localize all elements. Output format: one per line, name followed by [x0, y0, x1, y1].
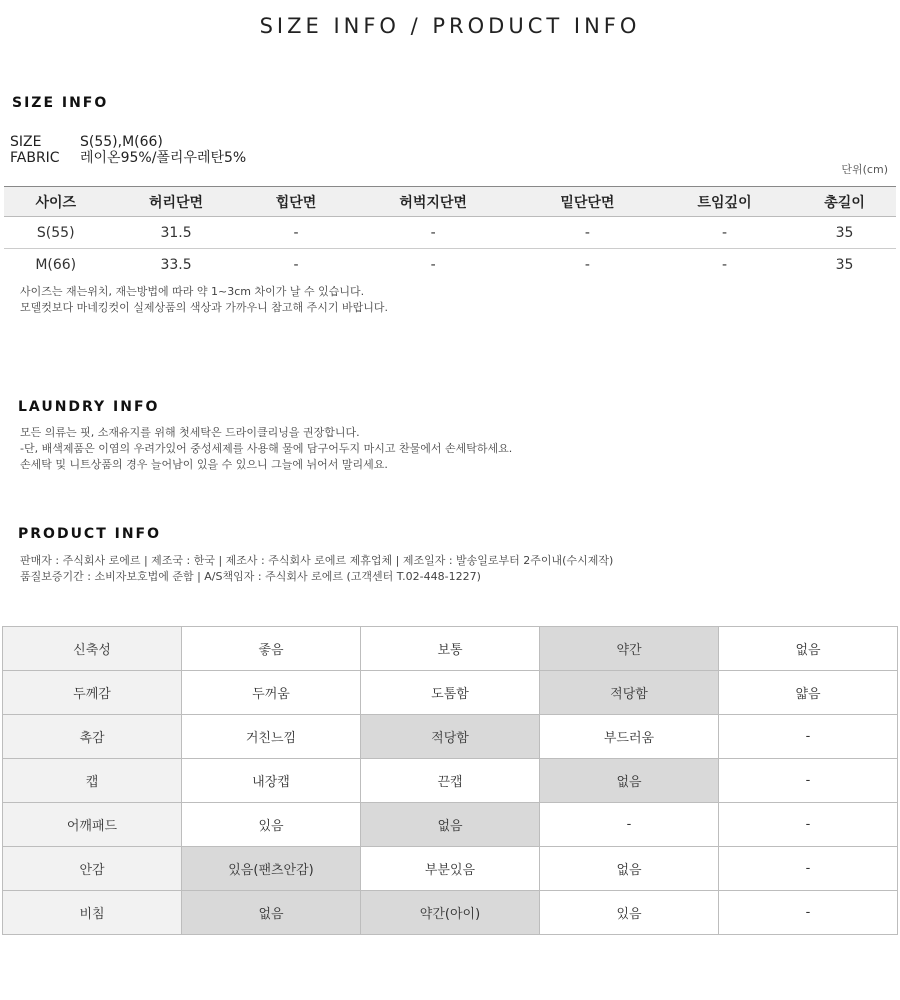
- property-label: 촉감: [3, 715, 182, 759]
- page-title: SIZE INFO / PRODUCT INFO: [259, 14, 641, 38]
- note-line: 모델컷보다 마네킹컷이 실제상품의 색상과 가까우니 참고해 주시기 바랍니다.: [20, 301, 389, 314]
- property-option: -: [719, 715, 898, 759]
- table-row: [4, 217, 896, 249]
- property-label: 안감: [3, 847, 182, 891]
- property-option: 없음: [540, 847, 719, 891]
- property-row: [3, 847, 898, 891]
- property-option: 두꺼움: [182, 671, 361, 715]
- header-cell: 트임깊이: [656, 187, 793, 217]
- property-row: [3, 891, 898, 935]
- table-cell: 31.5: [107, 217, 244, 249]
- property-option: 있음(팬츠안감): [182, 847, 361, 891]
- note-line: 사이즈는 재는위치, 재는방법에 따라 약 1~3cm 차이가 날 수 있습니다.: [20, 285, 365, 298]
- size-value: S(55),M(66): [80, 134, 163, 150]
- property-option: 부드러움: [540, 715, 719, 759]
- header-cell: 허벅지단면: [347, 187, 518, 217]
- header-cell: 총길이: [793, 187, 896, 217]
- table-row: [4, 249, 896, 281]
- unit-label: 단위(cm): [841, 163, 888, 176]
- table-cell: M(66): [35, 256, 77, 273]
- table-cell: -: [347, 217, 518, 249]
- property-option: 적당함: [540, 671, 719, 715]
- property-option: 내장캡: [182, 759, 361, 803]
- property-option: 없음: [361, 803, 540, 847]
- property-option: 있음: [182, 803, 361, 847]
- note-line: 판매자 : 주식회사 로에르 | 제조국 : 한국 | 제조사 : 주식회사 로에르 제휴업체 | 제조일자 : 발송일로부터 2주이내(수시제작): [20, 554, 614, 567]
- property-label: 어깨패드: [3, 803, 182, 847]
- property-option: 좋음: [182, 627, 361, 671]
- property-option: 거친느낌: [182, 715, 361, 759]
- property-option: -: [719, 803, 898, 847]
- table-cell: -: [722, 256, 728, 273]
- fabric-value: 레이온95%/폴리우레탄5%: [80, 150, 247, 166]
- property-option: 있음: [540, 891, 719, 935]
- property-label: 캡: [3, 759, 182, 803]
- property-row: [3, 627, 898, 671]
- table-cell: -: [584, 256, 590, 273]
- property-option: -: [719, 847, 898, 891]
- note-line: 모든 의류는 핏, 소재유지를 위해 첫세탁은 드라이클리닝을 권장합니다.: [20, 426, 360, 439]
- property-option: 부분있음: [361, 847, 540, 891]
- table-cell: -: [519, 217, 656, 249]
- property-option: 보통: [361, 627, 540, 671]
- property-row: [3, 715, 898, 759]
- table-cell: -: [430, 256, 436, 273]
- fabric-row: [10, 150, 246, 166]
- property-option: 없음: [182, 891, 361, 935]
- table-cell: 33.5: [160, 256, 192, 273]
- laundry-info-title: LAUNDRY INFO: [18, 399, 160, 415]
- note-line: 손세탁 및 니트상품의 경우 늘어남이 있을 수 있으니 그늘에 뉘어서 말리세요.: [20, 458, 388, 471]
- header-cell: 허리단면: [107, 187, 244, 217]
- property-row: [3, 759, 898, 803]
- size-table-header: [4, 187, 896, 217]
- property-option: -: [719, 891, 898, 935]
- property-option: -: [719, 759, 898, 803]
- property-row: [3, 803, 898, 847]
- fabric-label: FABRIC: [10, 150, 60, 166]
- size-notes: [20, 284, 388, 316]
- note-line: -단, 배색제품은 이염의 우려가있어 중성세제를 사용해 물에 담구어두지 마시고 찬물에서 손세탁하세요.: [20, 442, 513, 455]
- product-properties-table: [2, 626, 898, 935]
- property-option: 얇음: [719, 671, 898, 715]
- size-table: [4, 186, 896, 281]
- property-option: 약간: [540, 627, 719, 671]
- property-option: 도톰함: [361, 671, 540, 715]
- header-cell: 사이즈: [4, 187, 107, 217]
- table-cell: -: [656, 217, 793, 249]
- table-cell: 35: [835, 256, 854, 273]
- table-cell: 35: [793, 217, 896, 249]
- table-cell: S(55): [4, 217, 107, 249]
- property-option: 약간(아이): [361, 891, 540, 935]
- product-info-title: PRODUCT INFO: [18, 526, 162, 542]
- property-label: 두께감: [3, 671, 182, 715]
- table-cell: -: [245, 217, 348, 249]
- property-option: -: [540, 803, 719, 847]
- property-label: 신축성: [3, 627, 182, 671]
- property-label: 비침: [3, 891, 182, 935]
- table-cell: -: [293, 256, 299, 273]
- property-option: 끈캡: [361, 759, 540, 803]
- note-line: 품질보증기간 : 소비자보호법에 준함 | A/S책임자 : 주식회사 로에르 (고객센터 T.02-448-1227): [20, 570, 481, 583]
- property-row: [3, 671, 898, 715]
- laundry-notes: [20, 425, 512, 473]
- header-cell: 밑단단면: [519, 187, 656, 217]
- property-option: 없음: [719, 627, 898, 671]
- size-label: SIZE: [10, 134, 42, 150]
- property-option: 적당함: [361, 715, 540, 759]
- property-option: 없음: [540, 759, 719, 803]
- header-cell: 힙단면: [245, 187, 348, 217]
- product-notes: [20, 553, 613, 585]
- size-info-title: SIZE INFO: [12, 95, 109, 111]
- size-row: [10, 134, 163, 150]
